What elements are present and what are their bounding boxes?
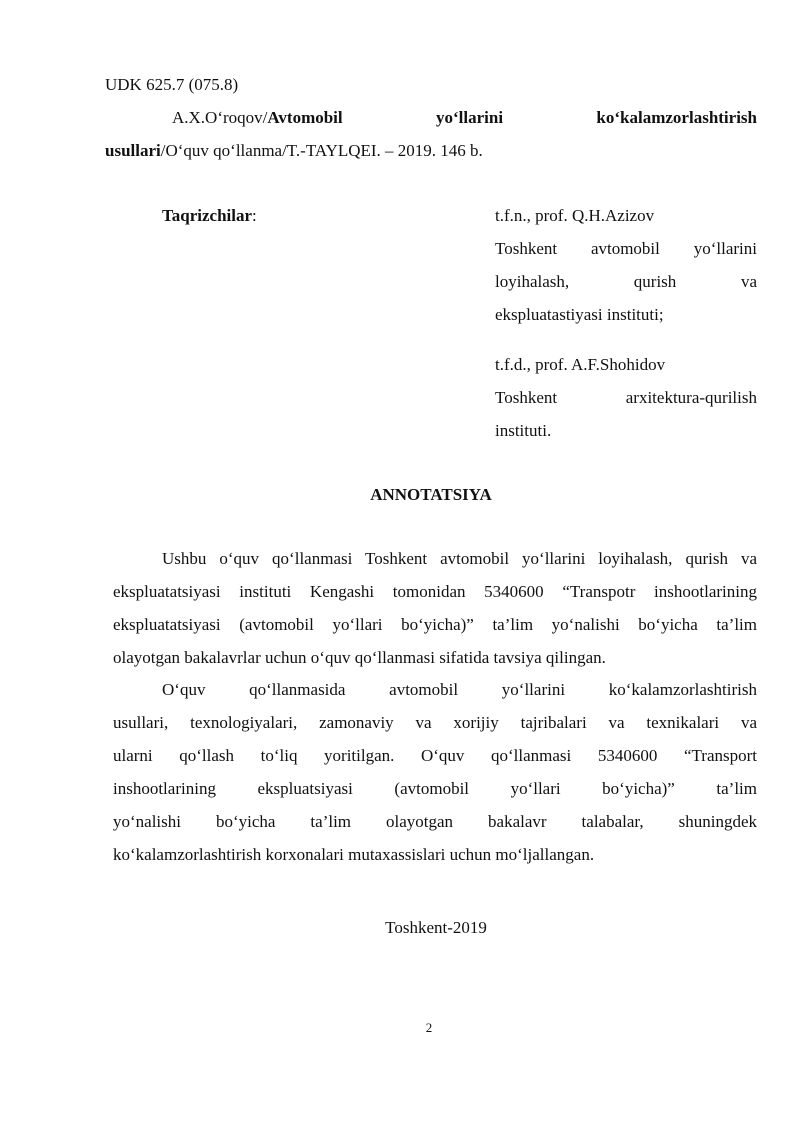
page-number: 2	[425, 1020, 433, 1035]
paragraph-line: yo‘nalishi bo‘yicha ta’lim olayotgan bakalavr talabalar, shuningdek	[113, 812, 757, 831]
reviewer-2-name: t.f.d., prof. A.F.Shohidov	[495, 355, 666, 374]
bibliographic-reference-line-2	[105, 141, 757, 161]
paragraph-line: O‘quv qo‘llanmasida avtomobil yo‘llarini ko‘kalamzorlashtirish	[162, 680, 757, 699]
city-year: Toshkent-2019	[385, 918, 487, 937]
reviewers-label: Taqrizchilar:	[162, 206, 257, 225]
paragraph-line: ekspluatatsiyasi (avtomobil yo‘llari bo‘yicha)” ta’lim yo‘nalishi bo‘yicha ta’lim	[113, 615, 757, 634]
paragraph-line: ko‘kalamzorlashtirish korxonalari mutaxassislari uchun mo‘ljallangan.	[113, 845, 595, 864]
ref-title-part-1: Avtomobil yo‘llarini ko‘kalamzorlashtirish	[267, 108, 757, 127]
udk-code: UDK 625.7 (075.8)	[105, 75, 239, 94]
ref-author: A.X.O‘roqov/	[172, 108, 268, 127]
reviewer-2-org-line-1: Toshkent arxitektura-qurilish	[495, 388, 757, 407]
paragraph-line: ularni qo‘llash to‘liq yoritilgan. O‘quv qo‘llanmasi 5340600 “Transport	[113, 746, 757, 765]
paragraph-line: Ushbu o‘quv qo‘llanmasi Toshkent avtomobil yo‘llarini loyihalash, qurish va	[162, 549, 757, 568]
paragraph-line: olayotgan bakalavrlar uchun o‘quv qo‘llanmasi sifatida tavsiya qilingan.	[113, 648, 606, 667]
reviewer-2-org-line-2: instituti.	[495, 421, 552, 440]
bibliographic-reference-line-1	[105, 108, 757, 128]
paragraph-line: ekspluatatsiyasi instituti Kengashi tomonidan 5340600 “Transpotr inshootlarining	[113, 582, 757, 601]
ref-title-part-2: usullari	[105, 141, 161, 160]
reviewer-1-name: t.f.n., prof. Q.H.Azizov	[495, 206, 655, 225]
reviewer-1-org-line-1: Toshkent avtomobil yo‘llarini	[495, 239, 757, 258]
reviewer-1-org-line-2: loyihalash, qurish va	[495, 272, 757, 291]
paragraph-line: usullari, texnologiyalari, zamonaviy va xorijiy tajribalari va texnikalari va	[113, 713, 757, 732]
annotation-title: ANNOTATSIYA	[370, 485, 492, 504]
paragraph-line: inshootlarining ekspluatsiyasi (avtomobil yo‘llari bo‘yicha)” ta’lim	[113, 779, 757, 798]
ref-rest: /O‘quv qo‘llanma/T.-TAYLQEI. – 2019. 146 b.	[160, 141, 483, 160]
reviewer-1-org-line-3: ekspluatastiyasi instituti;	[495, 305, 664, 324]
